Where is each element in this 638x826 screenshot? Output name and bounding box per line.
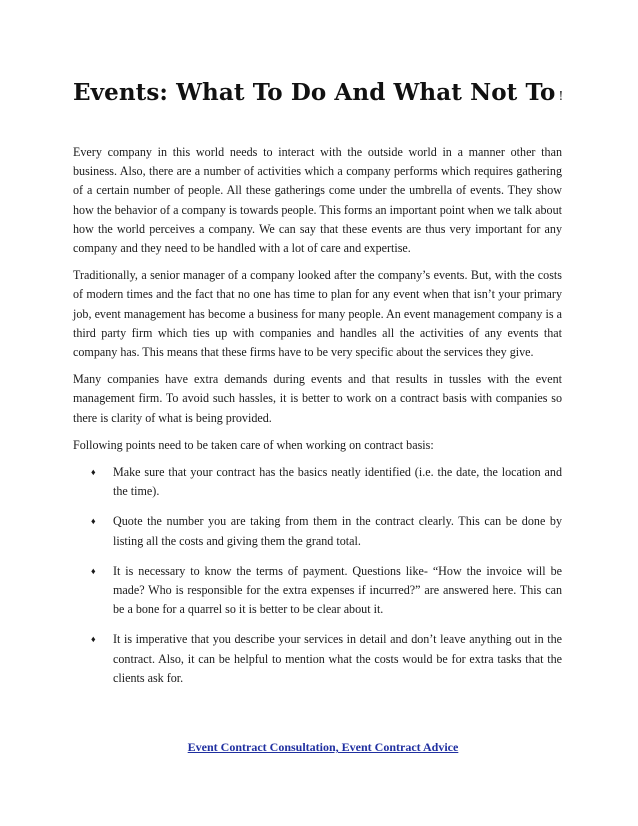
paragraph-traditionally: Traditionally, a senior manager of a company looked after the company’s events. But, with the costs of modern times and the fact that no one has time to plan for any event when that isn’t your primary job, event management has become a business for many people. An event management company is a third party firm which ties up with companies and handles all the activities of any events that company has. This means that these firms have to be very specific about the services they give. (73, 268, 562, 360)
list-item-text: It is necessary to know the terms of payment. Questions like- “How the invoice will be made? Who is responsible for the extra expenses if incurred?” are answered here. This can be a bone for a quarrel so it is better to be clear about it. (113, 563, 562, 617)
footer (0, 736, 638, 755)
footer-link[interactable]: Event Contract Consultation, Event Contract Advice (187, 740, 459, 754)
list-item-text: Make sure that your contract has the basics neatly identified (i.e. the date, the location and the time). (113, 465, 562, 499)
list-item-text: Quote the number you are taking from them in the contract clearly. This can be done by listing all the costs and giving them the grand total. (113, 514, 562, 548)
list-item (73, 463, 562, 501)
page-title (73, 78, 562, 111)
diamond-bullet-icon: ♦ (91, 467, 96, 478)
list-item-text: It is imperative that you describe your services in detail and don’t leave anything out in the contract. Also, it can be helpful to mention what the costs would be for extra tasks that the clients ask for. (113, 632, 562, 685)
title-exclamation: ! (558, 89, 564, 103)
document-body (73, 78, 562, 699)
diamond-bullet-icon: ♦ (91, 516, 96, 527)
diamond-bullet-icon: ♦ (91, 634, 96, 645)
paragraph-intro: Every company in this world needs to interact with the outside world in a manner other than business. Also, there are a number of activities which a company performs which requires gathering of a certain number of people. All these gatherings come under the umbrella of events. They show how the behavior of a company is towards people. This forms an important point when we talk about how the world perceives a company. We can say that these events are thus very important for any company and they need to be handled with a lot of care and expertise. (73, 145, 562, 256)
contract-points-list (73, 463, 562, 688)
list-item (73, 512, 562, 550)
paragraph-extra-demands: Many companies have extra demands during events and that results in tussles with the event management firm. To avoid such hassles, it is better to work on a contract basis with companies so there is clarity of what is being provided. (73, 372, 562, 425)
diamond-bullet-icon: ♦ (91, 565, 96, 576)
list-item (73, 562, 562, 620)
title-text: Events: What To Do And What Not To (73, 79, 556, 106)
paragraph-following-points: Following points need to be taken care of when working on contract basis: (73, 437, 434, 452)
list-item (73, 630, 562, 688)
